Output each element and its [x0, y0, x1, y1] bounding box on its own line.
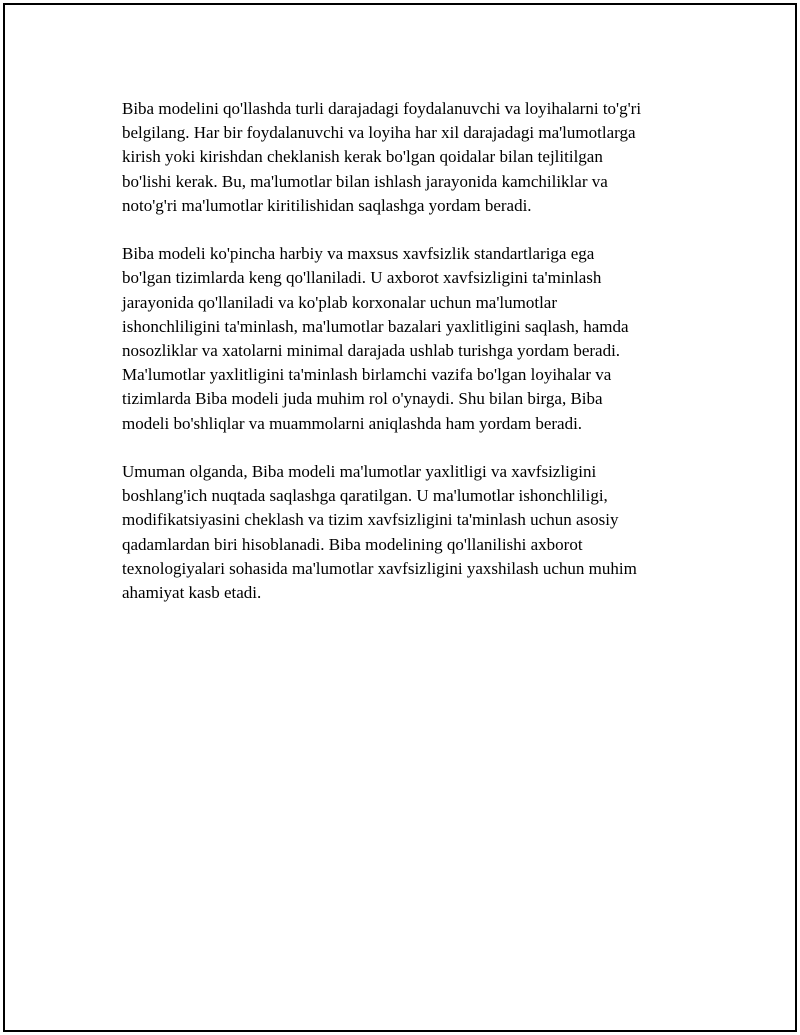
- text-line: jarayonida qo'llaniladi va ko'plab korxonalar uchun ma'lumotlar: [122, 292, 558, 312]
- text-line: ahamiyat kasb etadi.: [122, 583, 262, 603]
- text-line: belgilang. Har bir foydalanuvchi va loyiha har xil darajadagi ma'lumotlarga: [122, 123, 636, 143]
- text-line: texnologiyalari sohasida ma'lumotlar xavfsizligini yaxshilash uchun muhim: [122, 558, 637, 578]
- text-line: bo'lishi kerak. Bu, ma'lumotlar bilan ishlash jarayonida kamchiliklar va: [122, 171, 608, 191]
- text-line: ishonchliligini ta'minlash, ma'lumotlar bazalari yaxlitligini saqlash, hamda: [122, 316, 629, 336]
- text-line: noto'g'ri ma'lumotlar kiritilishidan saqlashga yordam beradi.: [122, 195, 532, 215]
- text-line: bo'lgan tizimlarda keng qo'llaniladi. U axborot xavfsizligini ta'minlash: [122, 268, 602, 288]
- text-line: Biba modeli ko'pincha harbiy va maxsus xavfsizlik standartlariga ega: [122, 244, 595, 264]
- text-line: qadamlardan biri hisoblanadi. Biba modelining qo'llanilishi axborot: [122, 534, 583, 554]
- text-line: kirish yoki kirishdan cheklanish kerak bo'lgan qoidalar bilan tejlitilgan: [122, 147, 603, 167]
- text-line: tizimlarda Biba modeli juda muhim rol o'ynaydi. Shu bilan birga, Biba: [122, 389, 603, 409]
- page-frame: [3, 3, 797, 1032]
- paragraph-2: [122, 242, 702, 436]
- paragraph-1: [122, 97, 702, 218]
- text-line: modeli bo'shliqlar va muammolarni aniqlashda ham yordam beradi.: [122, 413, 583, 433]
- text-line: Umuman olganda, Biba modeli ma'lumotlar yaxlitligi va xavfsizligini: [122, 462, 597, 482]
- text-line: modifikatsiyasini cheklash va tizim xavfsizligini ta'minlash uchun asosiy: [122, 510, 619, 530]
- document-body: [122, 97, 702, 629]
- paragraph-3: [122, 460, 702, 605]
- text-line: boshlang'ich nuqtada saqlashga qaratilgan. U ma'lumotlar ishonchliligi,: [122, 486, 608, 506]
- text-line: Ma'lumotlar yaxlitligini ta'minlash birlamchi vazifa bo'lgan loyihalar va: [122, 365, 612, 385]
- text-line: Biba modelini qo'llashda turli darajadagi foydalanuvchi va loyihalarni to'g'ri: [122, 99, 642, 118]
- text-line: nosozliklar va xatolarni minimal darajada ushlab turishga yordam beradi.: [122, 341, 621, 361]
